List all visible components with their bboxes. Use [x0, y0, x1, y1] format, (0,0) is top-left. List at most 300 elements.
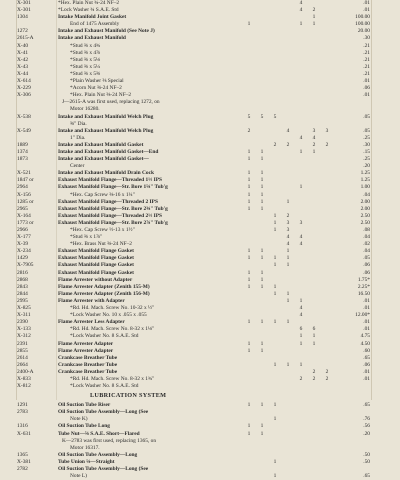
part-description: Intake Manifold Joint Gasket	[58, 14, 127, 21]
price: .50	[363, 458, 370, 465]
table-row	[0, 213, 400, 220]
table-row	[0, 452, 400, 459]
price: 4.75	[360, 333, 370, 340]
table-row	[0, 284, 400, 291]
quantity-cell: 4	[312, 134, 316, 141]
price: .25	[363, 134, 370, 141]
table-row	[0, 35, 400, 42]
part-number: X-833	[17, 375, 31, 382]
quantity-cell: 2	[325, 368, 329, 375]
part-description: *Stud ⅜ x 5⅛	[70, 56, 101, 63]
part-description: *Hex. Cap Screw ⅜-16 x 1¼"	[70, 191, 135, 198]
price: 100.00	[355, 14, 370, 21]
quantity-cell: 4	[299, 305, 303, 312]
quantity-cell: 1	[247, 156, 251, 163]
table-row	[0, 459, 400, 466]
quantity-cell: 1	[260, 191, 264, 198]
table-row	[0, 445, 400, 452]
part-number: 1291	[17, 402, 28, 409]
table-row	[0, 312, 400, 319]
part-number: X-521	[17, 170, 31, 177]
section-heading	[0, 390, 400, 402]
part-description: Flame Arrester Adapter (Zenith 156-M)	[58, 290, 150, 297]
part-description: *Hex. Plain Nut ¾-24 NF–2	[58, 0, 120, 6]
part-number: X-156	[17, 191, 31, 198]
quantity-cell: 1	[260, 205, 264, 212]
part-description: Intake and Exhaust Manifold Welch Plug	[58, 113, 154, 120]
table-row	[0, 248, 400, 255]
quantity-cell: 1	[273, 361, 277, 368]
table-row	[0, 121, 400, 128]
part-number: X-312	[17, 333, 31, 340]
quantity-cell: 1	[273, 458, 277, 465]
table-row	[0, 466, 400, 473]
quantity-cell: 4	[299, 241, 303, 248]
quantity-cell: 1	[260, 402, 264, 409]
part-number: 1316	[17, 423, 28, 430]
part-description: Note L)	[70, 473, 87, 480]
quantity-cell: 1	[273, 283, 277, 290]
price: .60	[363, 347, 370, 354]
price: .65	[363, 402, 370, 409]
price: .01	[363, 368, 370, 375]
part-number: X-40	[17, 42, 29, 49]
price: 1.75*	[357, 276, 370, 283]
table-row	[0, 142, 400, 149]
quantity-cell: 1	[247, 269, 251, 276]
part-description: Exhaust Manifold Flange—Str. Bore 2⅜" Tub'g	[58, 205, 168, 212]
quantity-cell: 1	[299, 333, 303, 340]
quantity-cell: 2	[312, 7, 316, 14]
price: .01	[363, 0, 370, 6]
part-description: Intake and Exhaust Manifold (See Note J)	[58, 28, 155, 35]
quantity-cell: 4	[286, 241, 290, 248]
quantity-cell: 2	[286, 141, 290, 148]
price: 16.50	[357, 290, 370, 297]
price: .04	[363, 248, 370, 255]
table-row	[0, 206, 400, 213]
table-row	[0, 416, 400, 423]
part-number: X-234	[17, 248, 31, 255]
table-row	[0, 326, 400, 333]
quantity-cell: 1	[299, 21, 303, 28]
part-number: 2615-A	[17, 35, 34, 42]
part-number: 2400-A	[17, 368, 34, 375]
part-number: 2868	[17, 276, 28, 283]
quantity-cell: 1	[260, 283, 264, 290]
part-number: X-301	[17, 7, 31, 14]
part-description: Oil Suction Tube Riser	[58, 402, 111, 409]
price: .20	[363, 430, 370, 437]
quantity-cell: 3	[312, 127, 316, 134]
table-row	[0, 241, 400, 248]
part-number: X-812	[17, 383, 31, 390]
quantity-cell: 1	[247, 430, 251, 437]
part-number: X-164	[17, 212, 31, 219]
price: .30	[363, 141, 370, 148]
quantity-cell: 1	[273, 402, 277, 409]
quantity-cell: 2	[247, 127, 251, 134]
part-description: *Acorn Nut ⅜-24 NF–2	[70, 85, 122, 92]
quantity-cell: 2	[325, 375, 329, 382]
quantity-cell: 1	[247, 177, 251, 184]
part-description: Intake and Exhaust Manifold Gasket	[58, 141, 144, 148]
quantity-cell: 1	[247, 184, 251, 191]
part-description: *Lock Washer ¾ S.A.E. Std	[58, 7, 119, 14]
quantity-cell: 3	[286, 219, 290, 226]
part-number: 2816	[17, 269, 28, 276]
part-number: 2843	[17, 283, 28, 290]
table-row	[0, 199, 400, 206]
price: .21	[363, 49, 370, 56]
table-row	[0, 78, 400, 85]
quantity-cell: 1	[260, 156, 264, 163]
quantity-cell: 1	[260, 430, 264, 437]
part-description: Intake and Exhaust Manifold Welch Plug	[58, 127, 154, 134]
table-row	[0, 376, 400, 383]
part-description: *Rd. Hd. Mach. Screw No. 10-32 x ½"	[70, 305, 155, 312]
part-description: Flame Arrester Adapter	[58, 347, 114, 354]
table-row	[0, 473, 400, 480]
quantity-cell: 6	[312, 326, 316, 333]
quantity-cell: 1	[247, 198, 251, 205]
quantity-cell: 1	[247, 283, 251, 290]
part-description: End of 1475 Assembly	[70, 21, 120, 28]
price: .04	[363, 191, 370, 198]
quantity-cell: 4	[299, 234, 303, 241]
quantity-cell: 1	[299, 297, 303, 304]
part-description: *Hex. Cap Screw ½-13 x 1½"	[70, 227, 135, 233]
part-number: X-43	[17, 63, 29, 70]
quantity-cell: 1	[299, 340, 303, 347]
quantity-cell: 1	[260, 276, 264, 283]
quantity-cell: 1	[260, 248, 264, 255]
quantity-cell: 1	[273, 212, 277, 219]
quantity-cell: 1	[260, 319, 264, 326]
part-description: Exhaust Manifold Flange—Str. Bore 1⅝" Tub'g	[58, 184, 168, 191]
price: .56	[363, 423, 370, 430]
price: .01	[363, 92, 370, 99]
price: .25	[363, 156, 370, 163]
table-row	[0, 277, 400, 284]
table-row	[0, 220, 400, 227]
part-number: 1304	[17, 14, 28, 21]
part-description: Flame Arrester Adapter	[58, 340, 114, 347]
part-description: Crankcase Breather Tube	[58, 361, 118, 368]
part-number: 2844	[17, 290, 28, 297]
price: 1.25	[360, 170, 370, 177]
quantity-cell: 1	[312, 21, 316, 28]
price: .50	[363, 451, 370, 458]
quantity-cell: 1	[273, 219, 277, 226]
quantity-cell: 1	[273, 255, 277, 262]
quantity-cell: 4	[299, 134, 303, 141]
table-row	[0, 149, 400, 156]
price: .20	[363, 163, 370, 170]
table-row	[0, 184, 400, 191]
quantity-cell: 2	[312, 375, 316, 382]
quantity-cell: 1	[247, 423, 251, 430]
table-row	[0, 291, 400, 298]
part-description: *Stud ⅜ x 5⅜	[70, 70, 101, 77]
quantity-cell: 4	[286, 234, 290, 241]
table-row	[0, 262, 400, 269]
quantity-cell: 5	[247, 113, 251, 120]
part-description: Exhaust Manifold Flange—Threaded 2 IPS	[58, 198, 158, 205]
price: .04	[363, 234, 370, 241]
quantity-cell: 1	[260, 340, 264, 347]
part-description: *Stud ⅜ x 4¾	[70, 42, 101, 49]
part-description: *Stud ⅜ x 5¼	[70, 63, 101, 70]
price: .01	[363, 78, 370, 85]
table-row	[0, 177, 400, 184]
part-number: 1374	[17, 148, 28, 155]
quantity-cell: 1	[247, 255, 251, 262]
quantity-cell: 1	[286, 248, 290, 255]
quantity-cell: 4	[299, 0, 303, 6]
part-description: Oil Suction Tube Assembly—Long (See	[58, 466, 149, 472]
price: 2.50	[360, 219, 370, 226]
price: .01	[363, 297, 370, 304]
table-row	[0, 255, 400, 262]
price: .08	[363, 227, 370, 233]
part-number: 1847 or	[17, 177, 34, 184]
price: .06	[363, 361, 370, 368]
part-number: X-229	[17, 85, 31, 92]
part-number: X-549	[17, 127, 31, 134]
price: .76	[363, 416, 370, 423]
part-description: *Stud ⅜ x 1⅞"	[70, 234, 103, 241]
table-row	[0, 270, 400, 277]
part-number: X-614	[17, 78, 31, 85]
price: .06	[363, 262, 370, 269]
price: .30	[363, 35, 370, 42]
quantity-cell: 5	[273, 113, 277, 120]
quantity-cell: 1	[260, 198, 264, 205]
quantity-cell: 2	[325, 141, 329, 148]
price: 12.00*	[355, 312, 370, 319]
quantity-cell: 5	[260, 113, 264, 120]
part-description: Motor 16317.	[70, 444, 100, 451]
table-row	[0, 14, 400, 21]
quantity-cell: 1	[286, 297, 290, 304]
part-number: X-311	[17, 312, 31, 319]
part-number: X-301	[17, 0, 31, 6]
table-row	[0, 348, 400, 355]
part-description: Flame Arrester Less Adapter	[58, 319, 125, 326]
table-row	[0, 135, 400, 142]
part-description: Exhaust Manifold Flange Gasket	[58, 255, 134, 262]
table-row	[0, 128, 400, 135]
quantity-cell: 1	[273, 319, 277, 326]
part-number: 1365	[17, 451, 28, 458]
part-number: X-42	[17, 56, 29, 63]
part-number: 1285 or	[17, 198, 34, 205]
part-description: Exhaust Manifold Flange Gasket	[58, 262, 134, 269]
quantity-cell: 1	[247, 21, 251, 28]
price: .05	[363, 113, 370, 120]
table-row	[0, 438, 400, 445]
part-description: Note K)	[70, 416, 88, 423]
price: .06	[363, 85, 370, 92]
quantity-cell: 1	[247, 276, 251, 283]
part-description: *Lock Washer No. 8 S.A.E. Std	[70, 383, 139, 390]
part-number: 2664	[17, 361, 28, 368]
quantity-cell: 1	[260, 177, 264, 184]
part-description: *Rd. Hd. Mach. Screw No. 8-32 x 1⅛"	[70, 326, 155, 333]
quantity-cell: 1	[273, 290, 277, 297]
part-description: *Lock Washer No. 10 x .055 x .055	[70, 312, 147, 319]
part-number: X-44	[17, 70, 29, 77]
price: .01	[363, 305, 370, 312]
part-description: Oil Suction Tube Long	[58, 423, 110, 430]
quantity-cell: 1	[247, 148, 251, 155]
table-row	[0, 7, 400, 14]
price: .21	[363, 42, 370, 49]
table-row	[0, 71, 400, 78]
table-row	[0, 50, 400, 57]
part-number: 2966	[17, 227, 28, 233]
part-number: 2964	[17, 184, 28, 191]
table-row	[0, 43, 400, 50]
part-number: 2391	[17, 340, 28, 347]
table-row	[0, 305, 400, 312]
quantity-cell: 4	[286, 127, 290, 134]
part-number: 1873	[17, 156, 28, 163]
price: .21	[363, 56, 370, 63]
part-number: 2965	[17, 205, 28, 212]
part-description: 1" Dia.	[70, 134, 86, 141]
quantity-cell: 1	[299, 148, 303, 155]
quantity-cell: 2	[273, 141, 277, 148]
table-row	[0, 192, 400, 199]
quantity-cell: 3	[325, 127, 329, 134]
quantity-cell: 1	[247, 205, 251, 212]
table-row	[0, 298, 400, 305]
quantity-cell: 6	[299, 326, 303, 333]
table-row	[0, 64, 400, 71]
table-row	[0, 423, 400, 430]
part-description: Intake and Exhaust Manifold Gasket—	[58, 156, 149, 163]
part-number: X-133	[17, 326, 31, 333]
part-number: 2783	[17, 409, 28, 416]
part-description: Flame Arrester with Adapter	[58, 297, 125, 304]
table-row	[0, 114, 400, 121]
table-row	[0, 369, 400, 376]
table-row	[0, 355, 400, 362]
price: 2.25*	[357, 283, 370, 290]
quantity-cell: 1	[273, 262, 277, 269]
part-description: Exhaust Manifold Flange Gasket	[58, 248, 134, 255]
quantity-cell: 1	[312, 340, 316, 347]
price: .01	[363, 375, 370, 382]
part-description: Exhaust Manifold Flange—Threaded 2½ IPS	[58, 212, 162, 219]
part-description: Exhaust Manifold Flange—Threaded 1½ IPS	[58, 177, 162, 184]
price: .01	[363, 7, 370, 14]
quantity-cell: 1	[312, 14, 316, 21]
part-description: Center	[70, 163, 85, 170]
price: .15	[363, 148, 370, 155]
quantity-cell: 1	[286, 255, 290, 262]
part-number: 1272	[17, 28, 28, 35]
part-number: 1429	[17, 255, 28, 262]
part-number: X-7905	[17, 262, 34, 269]
table-row	[0, 85, 400, 92]
quantity-cell: 1	[299, 361, 303, 368]
part-description: Flame Arrester without Adapter	[58, 276, 133, 283]
quantity-cell: 1	[286, 198, 290, 205]
quantity-cell: 4	[299, 7, 303, 14]
part-number: 2614	[17, 354, 28, 361]
quantity-cell: 1	[260, 255, 264, 262]
part-description: Crankcase Breather Tube	[58, 354, 118, 361]
price: 100.00	[355, 21, 370, 28]
quantity-cell: 1	[312, 333, 316, 340]
table-row	[0, 333, 400, 340]
part-number: 1773 or	[17, 219, 34, 226]
quantity-cell: 2	[312, 141, 316, 148]
table-row	[0, 362, 400, 369]
price: .21	[363, 70, 370, 77]
quantity-cell: 1	[299, 184, 303, 191]
table-row	[0, 227, 400, 234]
part-description: *Lock Washer No. 8 S.A.E. Std	[70, 333, 139, 340]
price: .05	[363, 127, 370, 134]
part-description: *Plain Washer ⅜ Special	[70, 78, 124, 85]
quantity-cell: 1	[260, 170, 264, 177]
quantity-cell: 1	[286, 262, 290, 269]
table-row	[0, 106, 400, 113]
quantity-cell: 1	[273, 473, 277, 480]
part-description: Intake and Exhaust Manifold Drain Cock	[58, 170, 155, 177]
quantity-cell: 2	[312, 368, 316, 375]
part-description: ⅝" Dia.	[70, 120, 87, 127]
table-row	[0, 99, 400, 106]
quantity-cell: 1	[247, 347, 251, 354]
table-row	[0, 163, 400, 170]
quantity-cell: 1	[260, 423, 264, 430]
part-description: Crankcase Breather Tube	[58, 368, 118, 375]
table-row	[0, 431, 400, 438]
part-number: 2995	[17, 297, 28, 304]
quantity-cell: 1	[312, 148, 316, 155]
price: .05	[363, 255, 370, 262]
part-description: *Rd. Hd. Mach. Screw No. 8-32 x 1¾"	[70, 375, 155, 382]
price: .06	[363, 269, 370, 276]
quantity-cell: 2	[286, 212, 290, 219]
quantity-cell: 4	[299, 312, 303, 319]
part-description: J—2615-A was first used, replacing 1272, on	[62, 99, 160, 106]
part-number: X-306	[17, 92, 31, 99]
quantity-cell: 1	[286, 361, 290, 368]
part-number: X-538	[17, 113, 31, 120]
part-number: 1889	[17, 141, 28, 148]
quantity-cell: 2	[299, 375, 303, 382]
part-description: Oil Suction Tube Assembly—Long	[58, 451, 138, 458]
price: .65	[363, 354, 370, 361]
table-row	[0, 156, 400, 163]
part-number: X-39	[17, 241, 29, 248]
part-number: X-631	[17, 430, 31, 437]
price: 4.50	[360, 340, 370, 347]
quantity-cell: 1	[273, 227, 277, 233]
quantity-cell: 1	[247, 191, 251, 198]
price: 2.00	[360, 198, 370, 205]
part-description: Exhaust Manifold Flange Gasket	[58, 269, 134, 276]
table-row	[0, 234, 400, 241]
part-description: Tube Nut—⅝ S.A.E. Short—Flared	[58, 430, 140, 437]
quantity-cell: 1	[260, 347, 264, 354]
